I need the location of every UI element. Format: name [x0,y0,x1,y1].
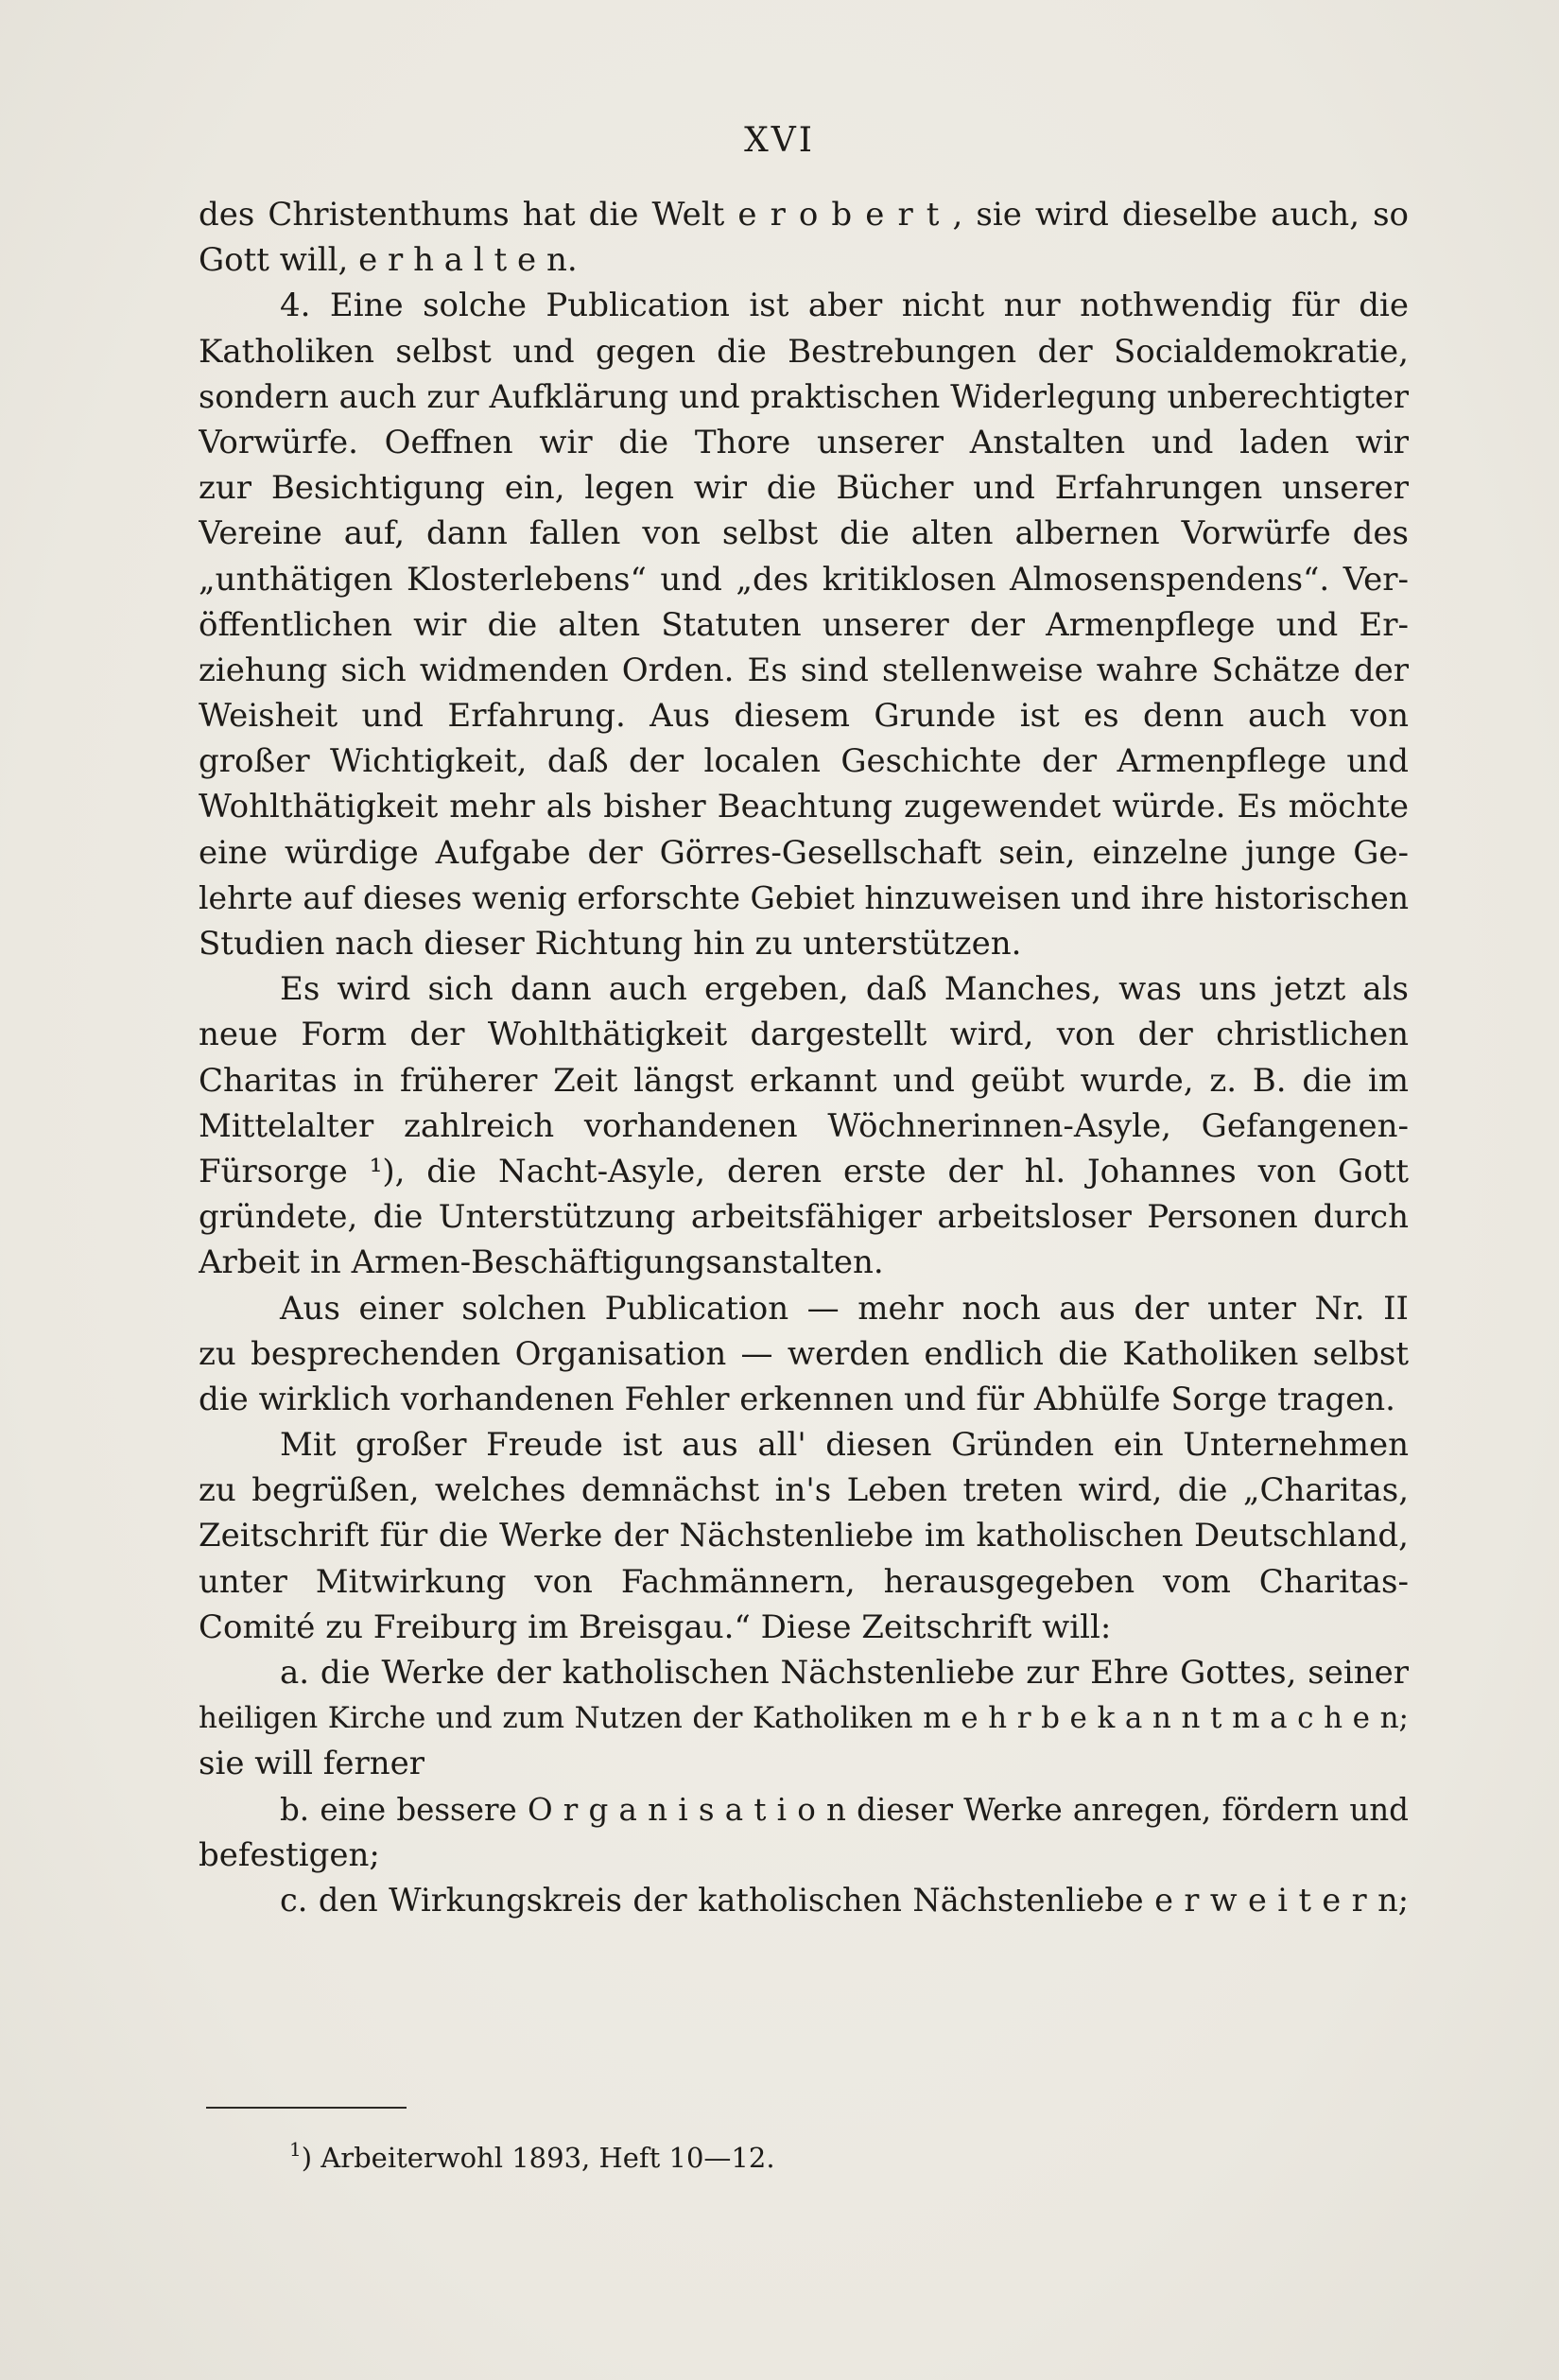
text-line: Arbeit in Armen-Beschäftigungsanstalten. [199,1243,884,1282]
text-line: Vereine auf, dann fallen von selbst die alten albernen Vorwürfe des [199,514,1409,553]
footnote-separator [206,2107,407,2109]
text-line: Comité zu Freiburg im Breisgau.“ Diese Zeitschrift will: [199,1607,1112,1646]
text-line: c. den Wirkungskreis der katholischen Nächstenliebe e r w e i t e r n; [280,1881,1409,1919]
text-line: Vorwürfe. Oeffnen wir die Thore unserer Anstalten und laden wir [199,423,1409,461]
text-line: gründete, die Unterstützung arbeitsfähiger arbeitsloser Personen durch [199,1198,1409,1237]
text-line: neue Form der Wohlthätigkeit dargestellt wird, von der christlichen [199,1016,1409,1054]
text-line: die wirklich vorhandenen Fehler erkennen und für Abhülfe Sorge tragen. [199,1380,1395,1418]
text-line: Es wird sich dann auch ergeben, daß Manches, was uns jetzt als [280,970,1409,1009]
text-line: zu besprechenden Organisation — werden endlich die Katholiken selbst [199,1334,1409,1373]
text-line: b. eine bessere O r g a n i s a t i o n dieser Werke anregen, fördern und [280,1791,1409,1828]
text-line: zur Besichtigung ein, legen wir die Bücher und Erfahrungen unserer [199,469,1409,508]
text-line: ziehung sich widmenden Orden. Es sind stellenweise wahre Schätze der [199,651,1409,689]
text-line: öffentlichen wir die alten Statuten unserer der Armenpflege und Er- [199,605,1409,644]
text-line: Fürsorge ¹), die Nacht-Asyle, deren erste der hl. Johannes von Gott [199,1152,1409,1190]
text-line: eine würdige Aufgabe der Görres-Gesellschaft sein, einzelne junge Ge- [199,833,1409,872]
text-line: unter Mitwirkung von Fachmännern, herausgegeben vom Charitas- [199,1562,1409,1601]
text-line: a. die Werke der katholischen Nächstenliebe zur Ehre Gottes, seiner [280,1654,1409,1692]
text-line: Gott will, e r h a l t e n. [199,241,578,280]
text-line: sie will ferner [199,1745,425,1783]
text-line: Zeitschrift für die Werke der Nächstenliebe im katholischen Deutschland, [199,1517,1409,1555]
text-line: zu begrüßen, welches demnächst in's Leben treten wird, die „Charitas, [199,1471,1409,1510]
text-line: heiligen Kirche und zum Nutzen der Katholiken m e h r b e k a n n t m a c h e n; [199,1701,1409,1736]
text-line: Wohlthätigkeit mehr als bisher Beachtung zugewendet würde. Es möchte [199,788,1409,826]
text-line: 4. Eine solche Publication ist aber nicht nur nothwendig für die [280,287,1409,325]
text-line: „unthätigen Klosterlebens“ und „des kritiklosen Almosenspendens“. Ver- [199,560,1409,599]
page-number: XVI [744,121,815,160]
text-line: großer Wichtigkeit, daß der localen Geschichte der Armenpflege und [199,742,1409,781]
text-line: befestigen; [199,1835,380,1874]
text-line: Studien nach dieser Richtung hin zu unterstützen. [199,925,1022,963]
text-line: Weisheit und Erfahrung. Aus diesem Grunde ist es denn auch von [199,697,1409,736]
footnote: $^1$) Arbeiterwohl 1893, Heft 10—12. [289,2138,775,2174]
footnote-text: Arbeiterwohl 1893, Heft 10—12. [320,2142,775,2174]
text-line: des Christenthums hat die Welt e r o b e r t , sie wird dieselbe auch, so [199,196,1409,234]
text-line: Aus einer solchen Publication — mehr noch aus der unter Nr. II [280,1289,1409,1328]
text-line: Charitas in früherer Zeit längst erkannt und geübt wurde, z. B. die im [199,1061,1409,1100]
body-text [199,192,1409,1923]
text-line: lehrte auf dieses wenig erforschte Gebiet hinzuweisen und ihre historischen [199,878,1409,916]
text-line: Mit großer Freude ist aus all' diesen Gründen ein Unternehmen [280,1426,1409,1465]
text-line: sondern auch zur Aufklärung und praktischen Widerlegung unberechtigter [199,377,1409,415]
text-line: Mittelalter zahlreich vorhandenen Wöchnerinnen-Asyle, Gefangenen- [199,1106,1409,1145]
text-line: Katholiken selbst und gegen die Bestrebungen der Socialdemokratie, [199,332,1409,371]
footnote-marker: 1 [289,2138,302,2161]
